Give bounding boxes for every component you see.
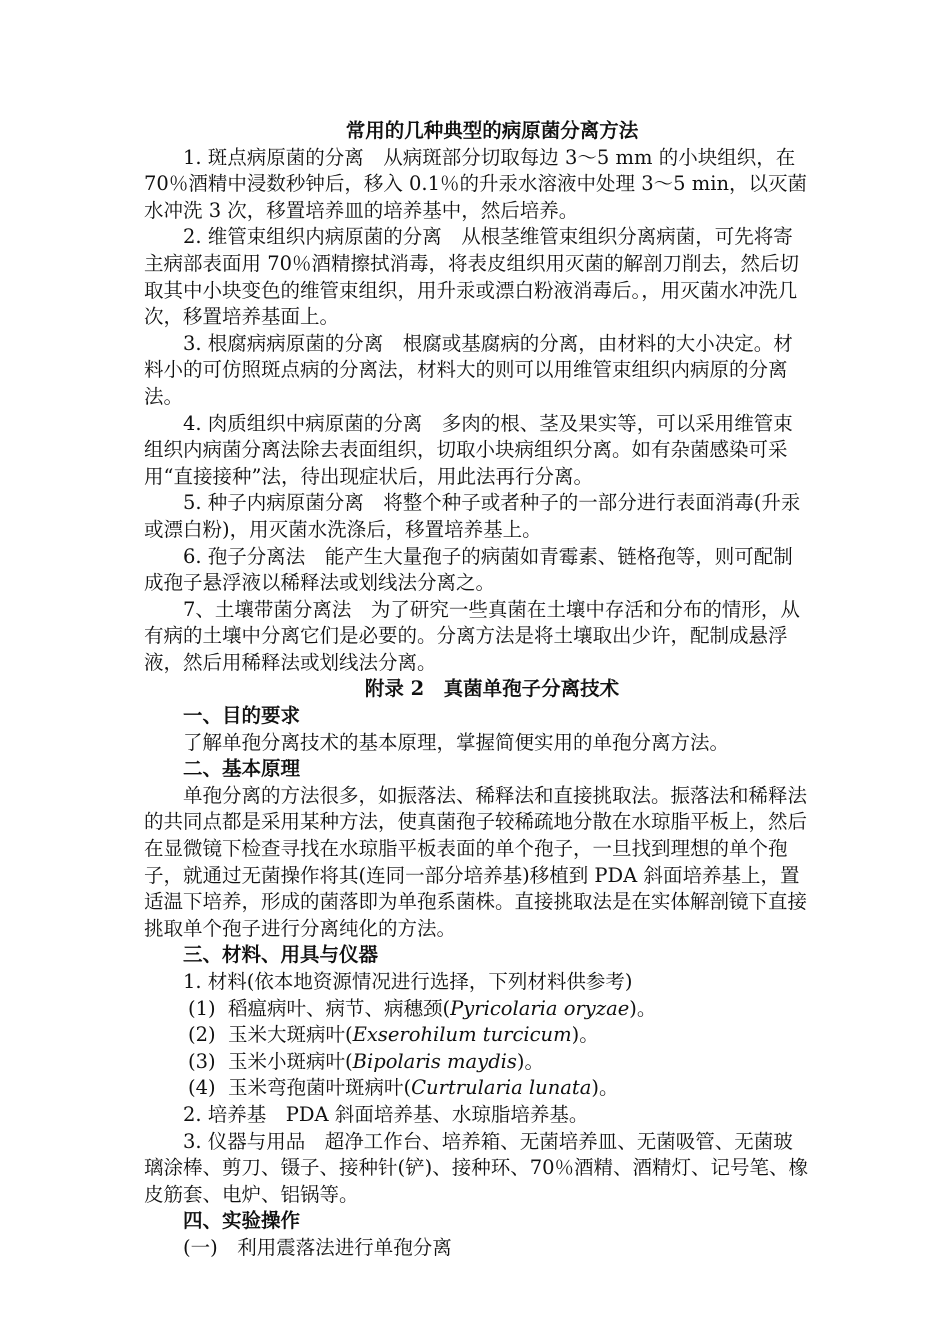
paragraph: 1. 斑点病原菌的分离 从病斑部分切取每边 3～5 mm 的小块组织，在 70％酒精中浸数秒钟后，移入 0.1％的升汞水溶液中处理 3～5 min，以灭菌水冲洗 3 次，移置培养皿的培养基中，然后培养。 <box>144 145 808 222</box>
section-title: 常用的几种典型的病原菌分离方法 <box>345 119 639 142</box>
media-line: 2. 培养基 PDA 斜面培养基、水琼脂培养基。 <box>183 1102 589 1126</box>
paragraph: 7、土壤带菌分离法 为了研究一些真菌在土壤中存活和分布的情形，从有病的土壤中分离它们是必要的。分离方法是将土壤取出少许，配制成悬浮液，然后用稀释法或划线法分离。 <box>144 597 800 674</box>
paragraph: 6. 孢子分离法 能产生大量孢子的病菌如青霉素、链格孢等，则可配制成孢子悬浮液以稀释法或划线法分离之。 <box>144 544 793 595</box>
material-item <box>144 1022 810 1049</box>
item-number: (2) <box>188 1023 216 1047</box>
item-number: (1) <box>188 996 216 1020</box>
item-end: )。 <box>629 996 657 1020</box>
subheading: (一) 利用震落法进行单孢分离 <box>183 1235 452 1259</box>
heading-materials: 三、材料、用具与仪器 <box>183 943 379 967</box>
item-end: )。 <box>516 1049 545 1073</box>
paragraph: 2. 维管束组织内病原菌的分离 从根茎维管束组织分离病菌，可先将寄主病部表面用 70％酒精擦拭消毒，将表皮组织用灭菌的解剖刀削去，然后切取其中小块变色的维管束组织，用升汞或漂白粉液消毒后。，用灭菌水冲洗几次，移置培养基面上。 <box>144 225 800 329</box>
paragraph: 单孢分离的方法很多，如振落法、稀释法和直接挑取法。振落法和稀释法的共同点都是采用某种方法，使真菌孢子较稀疏地分散在水琼脂平板上，然后在显微镜下检查寻找在水琼脂平板表面的单个孢子，一旦找到理想的单个孢子，就通过无菌操作将其(连同一部分培养基)移植到 PDA 斜面培养基上，置适温下培养，形成的菌落即为单孢系菌株。直接挑取法是在实体解剖镜下直接挑取单个孢子进行分离纯化的方法。 <box>144 783 808 940</box>
document-page <box>144 118 810 1262</box>
latin-name: Exserohilum turcicum <box>352 1023 572 1047</box>
paragraph: 5. 种子内病原菌分离 将整个种子或者种子的一部分进行表面消毒(升汞或漂白粉)，用灭菌水洗涤后，移置培养基上。 <box>144 491 801 541</box>
paragraph: 4. 肉质组织中病原菌的分离 多肉的根、茎及果实等，可以采用维管束组织内病菌分离法除去表面组织，切取小块病组织分离。如有杂菌感染可采用“直接接种”法，待出现症状后，用此法再行分离。 <box>144 411 793 488</box>
heading-procedure: 四、实验操作 <box>183 1209 301 1233</box>
latin-name: Curtrularia lunata <box>411 1076 592 1100</box>
latin-name: Pyricolaria oryzae <box>450 996 630 1020</box>
heading-purpose: 一、目的要求 <box>183 704 301 728</box>
paragraph: 3. 仪器与用品 超净工作台、培养箱、无菌培养皿、无菌吸管、无菌玻璃涂棒、剪刀、镊子、接种针(铲)、接种环、70％酒精、酒精灯、记号笔、橡皮筋套、电炉、铝锅等。 <box>144 1129 809 1206</box>
paragraph: 3. 根腐病病原菌的分离 根腐或基腐病的分离，由材料的大小决定。材料小的可仿照斑点病的分离法，材料大的则可以用维管束组织内病原的分离法。 <box>144 331 793 408</box>
appendix-title: 附录 2 真菌单孢子分离技术 <box>364 677 620 701</box>
item-number: (3) <box>188 1049 216 1073</box>
item-name: 玉米大斑病叶( <box>228 1023 353 1047</box>
material-item <box>144 996 810 1023</box>
material-item <box>144 1049 810 1076</box>
item-name: 稻瘟病叶、病节、病穗颈( <box>228 996 451 1020</box>
item-name: 玉米弯孢菌叶斑病叶( <box>228 1076 412 1100</box>
material-item <box>144 1075 810 1102</box>
paragraph: 了解单孢分离技术的基本原理，掌握简便实用的单孢分离方法。 <box>183 730 730 754</box>
heading-principle: 二、基本原理 <box>183 757 301 781</box>
latin-name: Bipolaris maydis <box>352 1049 517 1073</box>
item-name: 玉米小斑病叶( <box>228 1049 353 1073</box>
item-end: )。 <box>591 1076 619 1100</box>
item-end: )。 <box>571 1023 599 1047</box>
materials-intro: 1. 材料(依本地资源情况进行选择，下列材料供参考) <box>183 970 633 993</box>
item-number: (4) <box>188 1076 216 1100</box>
